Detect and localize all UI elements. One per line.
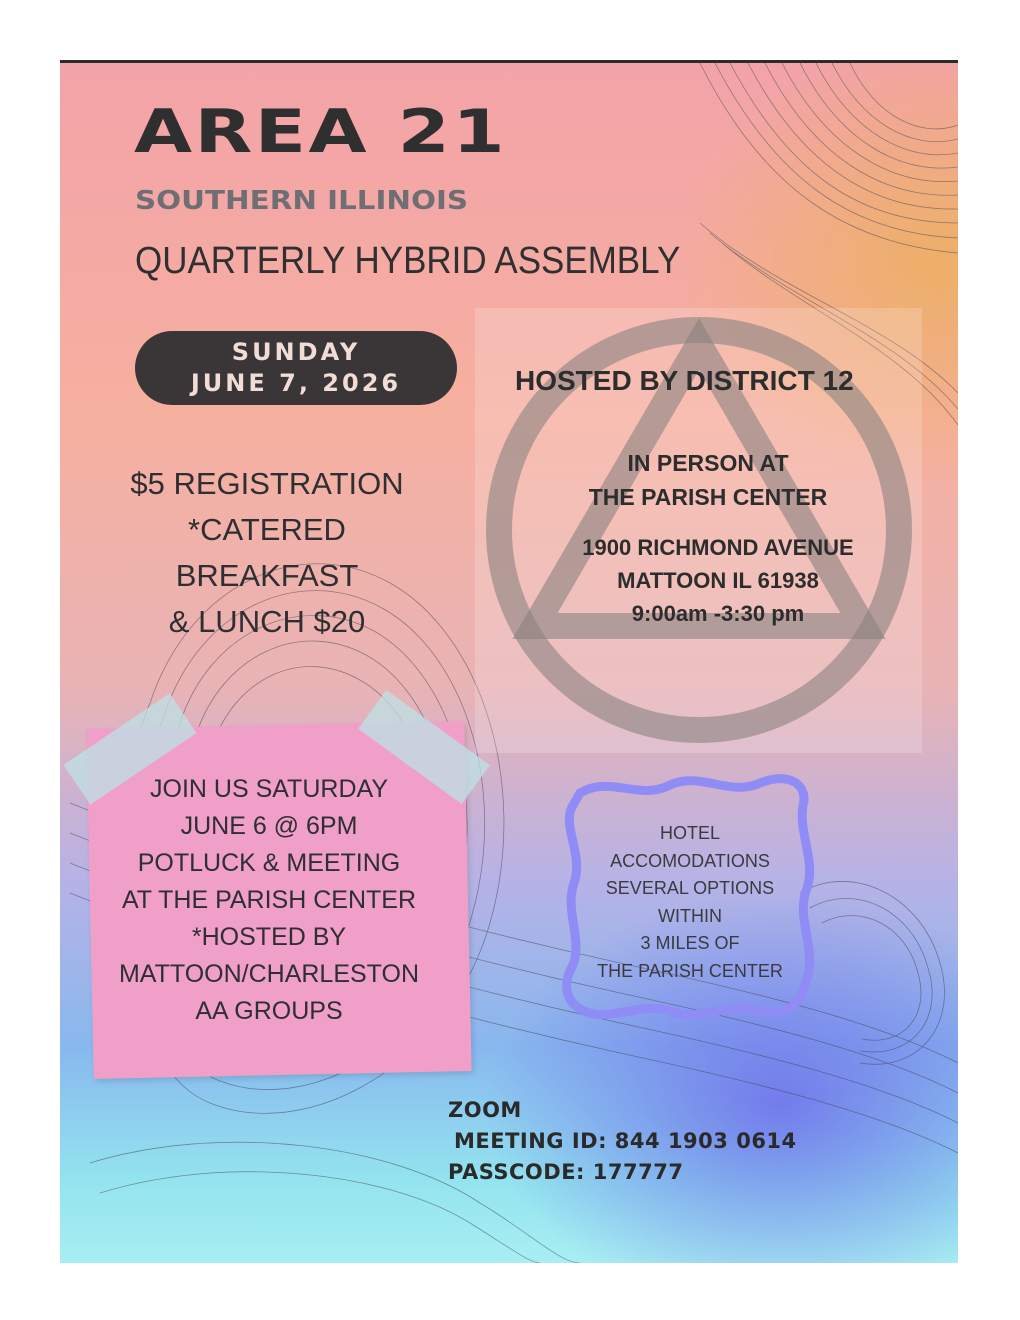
date-day: SUNDAY [231,338,361,366]
address-city: MATTOON IL 61938 [617,568,819,593]
hotel-line: WITHIN [658,905,722,926]
pricing-info [108,461,426,645]
note-line: MATTOON/CHARLESTON [118,960,420,988]
page-title: AREA 21 [134,97,508,167]
venue-address [553,531,883,630]
venue-name: THE PARISH CENTER [588,484,828,510]
saturday-event-text [90,771,448,1030]
zoom-meeting-id: MEETING ID: 844 1903 0614 [454,1129,797,1153]
hotel-line: ACCOMODATIONS [610,850,770,871]
date-badge [135,331,457,405]
hotel-line: THE PARISH CENTER [597,960,783,981]
zoom-passcode: PASSCODE: 177777 [448,1160,684,1184]
in-person-venue [568,446,848,514]
hotel-line: HOTEL [659,823,720,843]
event-time: 9:00am -3:30 pm [631,601,805,626]
in-person-line: IN PERSON AT [627,450,789,476]
hotel-info [575,820,805,985]
registration-fee: $5 REGISTRATION [130,466,404,501]
event-name: QUARTERLY HYBRID ASSEMBLY [135,240,681,282]
flyer [60,60,958,1263]
meal-price: & LUNCH $20 [168,604,366,639]
hotel-line: SEVERAL OPTIONS [605,878,775,898]
subtitle: SOUTHERN ILLINOIS [135,186,469,216]
hotel-line: 3 MILES OF [640,933,740,953]
address-street: 1900 RICHMOND AVENUE [582,535,854,560]
note-line: JUNE 6 @ 6PM [180,812,358,840]
note-line: AT THE PARISH CENTER [121,886,417,914]
catering-line: *CATERED [188,512,346,547]
catering-line: BREAKFAST [175,558,359,593]
note-line: *HOSTED BY [191,923,347,951]
note-line: JOIN US SATURDAY [150,775,388,803]
zoom-label: ZOOM [448,1098,522,1122]
hosted-by: HOSTED BY DISTRICT 12 [515,365,854,396]
note-line: AA GROUPS [195,997,343,1025]
zoom-info [448,1095,797,1188]
date-full: JUNE 7, 2026 [190,369,402,397]
note-line: POTLUCK & MEETING [137,849,401,877]
